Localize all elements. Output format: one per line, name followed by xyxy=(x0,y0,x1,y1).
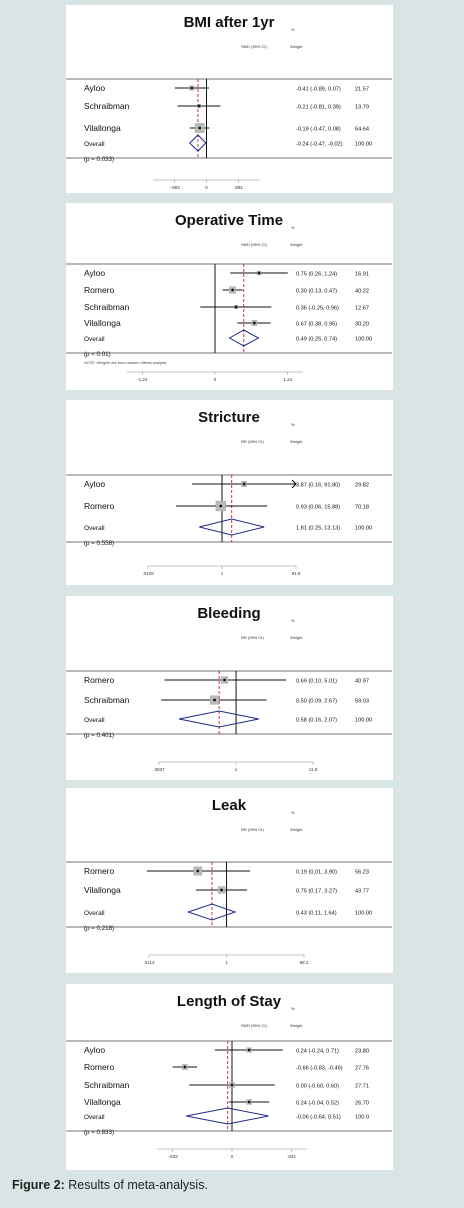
p-value-label: (p = 0.033) xyxy=(84,156,115,163)
study-point-estimate xyxy=(198,127,201,130)
study-weight-value: 27.71 xyxy=(355,1083,369,1090)
x-axis-tick-label: 0 xyxy=(230,1154,234,1159)
study-name-label: Schraibman xyxy=(84,302,130,312)
study-weight-value: 56.23 xyxy=(355,869,369,876)
study-weight-value: 70.18 xyxy=(355,504,369,511)
study-estimate-ci: 0.69 (0.10, 5.01) xyxy=(296,678,338,685)
study-weight-value: 26.70 xyxy=(355,1100,369,1107)
study-estimate-ci: 0.75 (0.26, 1.24) xyxy=(296,271,338,278)
study-estimate-ci: 0.00 (-0.60, 0.60) xyxy=(296,1083,339,1090)
study-weight-value: 40.22 xyxy=(355,288,369,295)
study-estimate-ci: 0.19 (0.01, 3.90) xyxy=(296,869,338,876)
percent-header: % xyxy=(291,225,295,230)
study-weight-value: 30.20 xyxy=(355,321,369,328)
overall-estimate-ci: -0.24 (-0.47, -0.02) xyxy=(296,141,343,148)
study-name-label: Romero xyxy=(84,285,115,295)
study-name-label: Romero xyxy=(84,1062,115,1072)
overall-label: Overall xyxy=(84,717,105,724)
overall-diamond xyxy=(190,135,206,151)
study-point-estimate xyxy=(243,483,246,486)
estimate-column-header: SMD (95% CI) xyxy=(241,242,267,247)
x-axis-tick-label: 88.2 xyxy=(299,960,309,965)
study-point-estimate xyxy=(231,1084,234,1087)
plot-title: Stricture xyxy=(198,409,260,426)
overall-weight-value: 100.00 xyxy=(355,717,373,724)
forest-plot-bleeding xyxy=(66,596,393,780)
x-axis-tick-label: 1 xyxy=(234,767,238,772)
x-axis-tick-label: 91.8 xyxy=(291,571,301,576)
p-value-label: (p = 0.218) xyxy=(84,925,115,932)
x-axis-tick-label: .892 xyxy=(233,185,243,190)
study-name-label: Vilallonga xyxy=(84,123,121,133)
weight-column-header: Weight xyxy=(290,1023,303,1028)
overall-weight-value: 100.0 xyxy=(355,1114,369,1121)
overall-estimate-ci: -0.06 (-0.64, 0.51) xyxy=(296,1114,341,1121)
x-axis-tick-label: 1.24 xyxy=(283,377,293,382)
study-name-label: Schraibman xyxy=(84,695,130,705)
forest-plot-operative-time xyxy=(66,203,393,390)
study-point-estimate xyxy=(213,699,216,702)
overall-estimate-ci: 0.43 (0.11, 1.64) xyxy=(296,910,337,917)
study-estimate-ci: 0.36 (-0.25, 0.96) xyxy=(296,305,339,312)
p-value-label: (p = 0.833) xyxy=(84,1129,115,1136)
study-estimate-ci: -0.66 (-0.83, -0.49) xyxy=(296,1065,343,1072)
study-weight-value: 40.97 xyxy=(355,678,369,685)
x-axis-tick-label: -1.24 xyxy=(137,377,148,382)
study-estimate-ci: -0.41 (-0.89, 0.07) xyxy=(296,86,341,93)
percent-header: % xyxy=(291,810,295,815)
overall-label: Overall xyxy=(84,1114,105,1121)
overall-estimate-ci: 0.49 (0.25, 0.74) xyxy=(296,336,338,343)
overall-label: Overall xyxy=(84,141,105,148)
figure-caption-label: Figure 2: xyxy=(12,1178,65,1192)
overall-weight-value: 100.00 xyxy=(355,525,373,532)
p-value-label: (p = 0.558) xyxy=(84,540,115,547)
study-estimate-ci: 0.30 (0.13, 0.47) xyxy=(296,288,338,295)
study-weight-value: 23.80 xyxy=(355,1048,369,1055)
study-estimate-ci: 0.67 (0.38, 0.95) xyxy=(296,321,338,328)
weight-column-header: Weight xyxy=(290,439,303,444)
x-axis-tick-label: 1 xyxy=(220,571,224,576)
forest-plot-length-of-stay xyxy=(66,984,393,1170)
percent-header: % xyxy=(291,422,295,427)
study-weight-value: 43.77 xyxy=(355,888,369,895)
plot-title: BMI after 1yr xyxy=(183,14,275,31)
overall-weight-value: 100.00 xyxy=(355,141,373,148)
study-name-label: Schraibman xyxy=(84,101,130,111)
study-estimate-ci: 0.93 (0.06, 15.88) xyxy=(296,504,341,511)
study-weight-value: 12.67 xyxy=(355,305,369,312)
study-point-estimate xyxy=(219,505,222,508)
study-name-label: Romero xyxy=(84,675,115,685)
study-name-label: Vilallonga xyxy=(84,318,121,328)
study-weight-value: 27.76 xyxy=(355,1065,369,1072)
x-axis-tick-label: -.892 xyxy=(169,185,180,190)
study-point-estimate xyxy=(198,105,201,108)
study-estimate-ci: 0.75 (0.17, 3.27) xyxy=(296,888,338,895)
estimate-column-header: RR (95% CI) xyxy=(241,827,264,832)
forest-plot-leak xyxy=(66,788,393,973)
x-axis-tick-label: 0 xyxy=(205,185,208,190)
weight-column-header: Weight xyxy=(290,242,303,247)
forest-plot-svg xyxy=(66,596,393,780)
percent-header: % xyxy=(291,618,295,623)
x-axis-tick-label: .0109 xyxy=(142,571,154,576)
p-value-label: (p = 0.401) xyxy=(84,732,115,739)
study-weight-value: 64.64 xyxy=(355,126,369,133)
forest-plot-svg xyxy=(66,400,393,585)
overall-label: Overall xyxy=(84,525,105,532)
forest-plot-stricture xyxy=(66,400,393,585)
overall-weight-value: 100.00 xyxy=(355,910,373,917)
study-estimate-ci: 0.24 (-0.24, 0.71) xyxy=(296,1048,339,1055)
overall-estimate-ci: 0.58 (0.16, 2.07) xyxy=(296,717,338,724)
study-point-estimate xyxy=(196,870,199,873)
random-effects-note: NOTE: Weights are from random effects analysis xyxy=(84,361,167,365)
forest-plot-svg xyxy=(66,203,393,390)
study-point-estimate xyxy=(231,289,234,292)
forest-plot-svg xyxy=(66,788,393,973)
x-axis-tick-label: .0113 xyxy=(143,960,155,965)
forest-plot-svg xyxy=(66,5,393,193)
weight-column-header: Weight xyxy=(290,635,303,640)
study-name-label: Romero xyxy=(84,501,115,511)
x-axis-tick-label: 11.9 xyxy=(308,767,318,772)
study-point-estimate xyxy=(223,679,226,682)
overall-estimate-ci: 1.81 (0.25, 13.13) xyxy=(296,525,341,532)
plot-title: Length of Stay xyxy=(176,993,282,1010)
forest-plot-svg xyxy=(66,984,393,1170)
study-estimate-ci: 0.24 (-0.04, 0.52) xyxy=(296,1100,339,1107)
estimate-column-header: RR (95% CI) xyxy=(241,439,264,444)
percent-header: % xyxy=(291,1006,295,1011)
x-axis-tick-label: .0837 xyxy=(153,767,165,772)
study-point-estimate xyxy=(248,1101,251,1104)
study-point-estimate xyxy=(235,306,238,309)
plot-title: Leak xyxy=(211,797,247,814)
study-name-label: Romero xyxy=(84,866,115,876)
weight-column-header: Weight xyxy=(290,827,303,832)
study-point-estimate xyxy=(183,1066,186,1069)
figure-caption-text: Results of meta-analysis. xyxy=(68,1178,208,1192)
estimate-column-header: SMD (95% CI) xyxy=(241,1023,267,1028)
overall-diamond xyxy=(230,330,259,346)
study-name-label: Ayloo xyxy=(84,83,106,93)
overall-label: Overall xyxy=(84,336,105,343)
study-name-label: Vilallonga xyxy=(84,1097,121,1107)
weight-column-header: Weight xyxy=(290,44,303,49)
study-weight-value: 29.82 xyxy=(355,482,369,489)
plot-title: Bleeding xyxy=(197,605,261,622)
x-axis-tick-label: 0 xyxy=(213,377,217,382)
study-name-label: Ayloo xyxy=(84,268,106,278)
study-estimate-ci: 3.87 (0.16, 91.80) xyxy=(296,482,341,489)
study-point-estimate xyxy=(220,889,223,892)
study-weight-value: 16.91 xyxy=(355,271,369,278)
study-estimate-ci: -0.19 (-0.47, 0.08) xyxy=(296,126,341,133)
forest-plot-bmi xyxy=(66,5,393,193)
study-estimate-ci: 0.50 (0.09, 2.67) xyxy=(296,698,338,705)
overall-label: Overall xyxy=(84,910,105,917)
x-axis-tick-label: -.832 xyxy=(167,1154,178,1159)
x-axis-tick-label: .832 xyxy=(287,1154,296,1159)
figure-caption xyxy=(12,1178,208,1192)
study-point-estimate xyxy=(190,87,193,90)
study-point-estimate xyxy=(258,272,261,275)
study-name-label: Vilallonga xyxy=(84,885,121,895)
x-axis-tick-label: 1 xyxy=(225,960,228,965)
study-name-label: Schraibman xyxy=(84,1080,130,1090)
study-point-estimate xyxy=(253,322,256,325)
study-weight-value: 21.57 xyxy=(355,86,369,93)
plot-title: Operative Time xyxy=(174,212,284,229)
study-point-estimate xyxy=(248,1049,251,1052)
estimate-column-header: RR (95% CI) xyxy=(241,635,264,640)
study-weight-value: 13.79 xyxy=(355,104,369,111)
study-estimate-ci: -0.21 (-0.81, 0.39) xyxy=(296,104,341,111)
study-weight-value: 59.03 xyxy=(355,698,369,705)
percent-header: % xyxy=(291,27,295,32)
study-name-label: Ayloo xyxy=(84,479,106,489)
study-name-label: Ayloo xyxy=(84,1045,106,1055)
estimate-column-header: SMD (95% CI) xyxy=(241,44,267,49)
overall-weight-value: 100.00 xyxy=(355,336,373,343)
p-value-label: (p < 0.01) xyxy=(84,351,111,358)
